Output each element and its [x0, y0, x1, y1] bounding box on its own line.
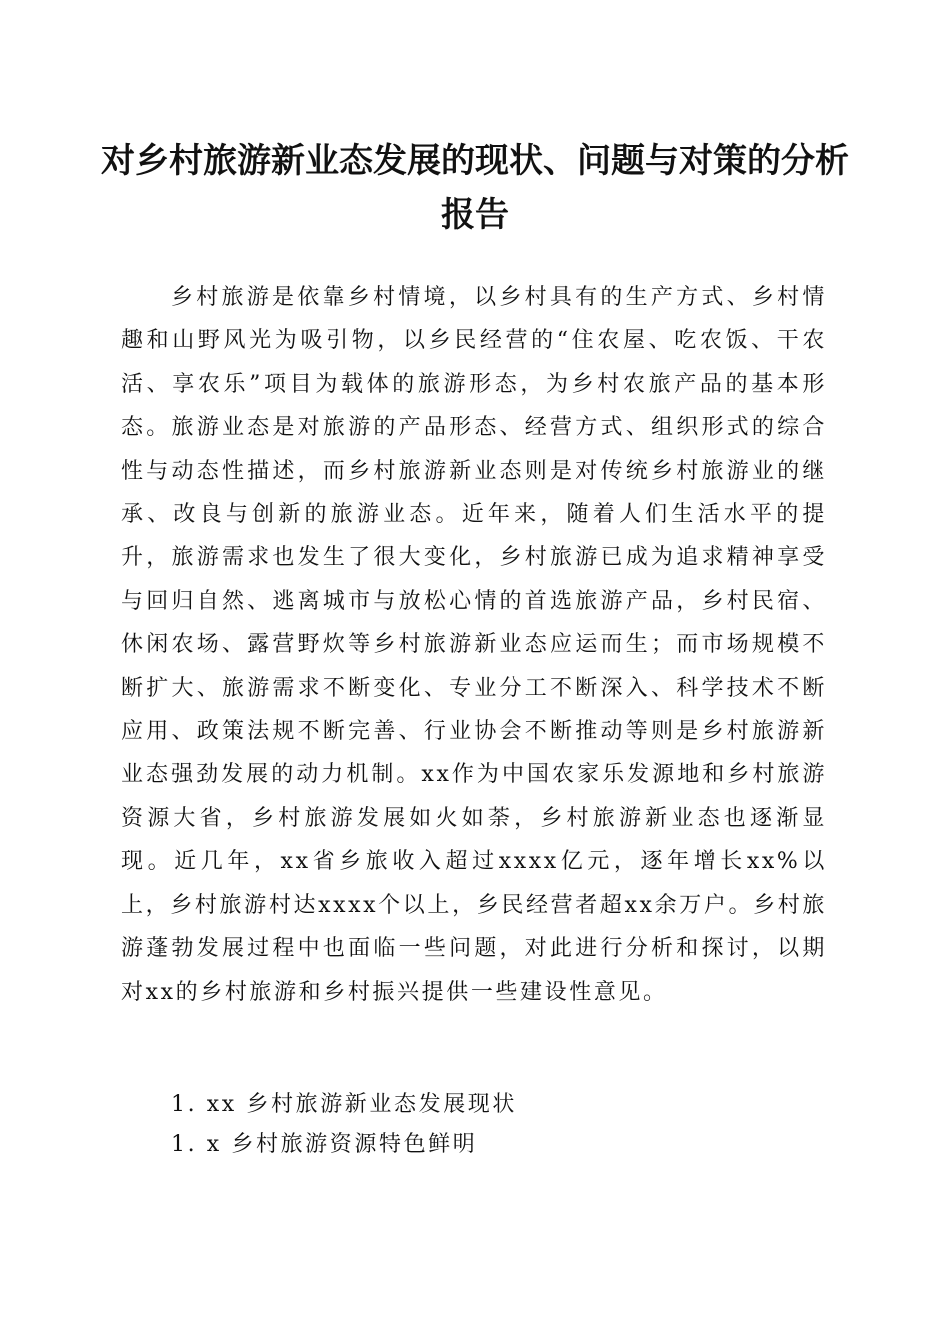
- document-title: 对乡村旅游新业态发展的现状、问题与对策的分析报告: [101, 141, 849, 235]
- intro-paragraph: 乡村旅游是依靠乡村情境，以乡村具有的生产方式、乡村情趣和山野风光为吸引物，以乡民经营的“住农屋、吃农饭、干农活、享农乐”项目为载体的旅游形态，为乡村农旅产品的基本形态。旅游业态是对旅游的产品形态、经营方式、组织形式的综合性与动态性描述，而乡村旅游新业态则是对传统乡村旅游业的继承、改良与创新的旅游业态。近年来，随着人们生活水平的提升，旅游需求也发生了很大变化，乡村旅游已成为追求精神享受与回归自然、逃离城市与放松心情的首选旅游产品，乡村民宿、休闲农场、露营野炊等乡村旅游新业态应运而生；而市场规模不断扩大、旅游需求不断变化、专业分工不断深入、科学技术不断应用、政策法规不断完善、行业协会不断推动等则是乡村旅游新业态强劲发展的动力机制。xx作为中国农家乐发源地和乡村旅游资源大省，乡村旅游发展如火如荼，乡村旅游新业态也逐渐显现。近几年，xx省乡旅收入超过xxxx亿元，逐年增长xx%以上，乡村旅游村达xxxx个以上，乡民经营者超xx余万户。乡村旅游蓬勃发展过程中也面临一些问题，对此进行分析和探讨，以期对xx的乡村旅游和乡村振兴提供一些建设性意见。: [121, 285, 827, 1005]
- section-heading: 1. xx 乡村旅游新业态发展现状: [171, 1092, 517, 1117]
- subsection-heading: 1. x 乡村旅游资源特色鲜明: [171, 1132, 478, 1157]
